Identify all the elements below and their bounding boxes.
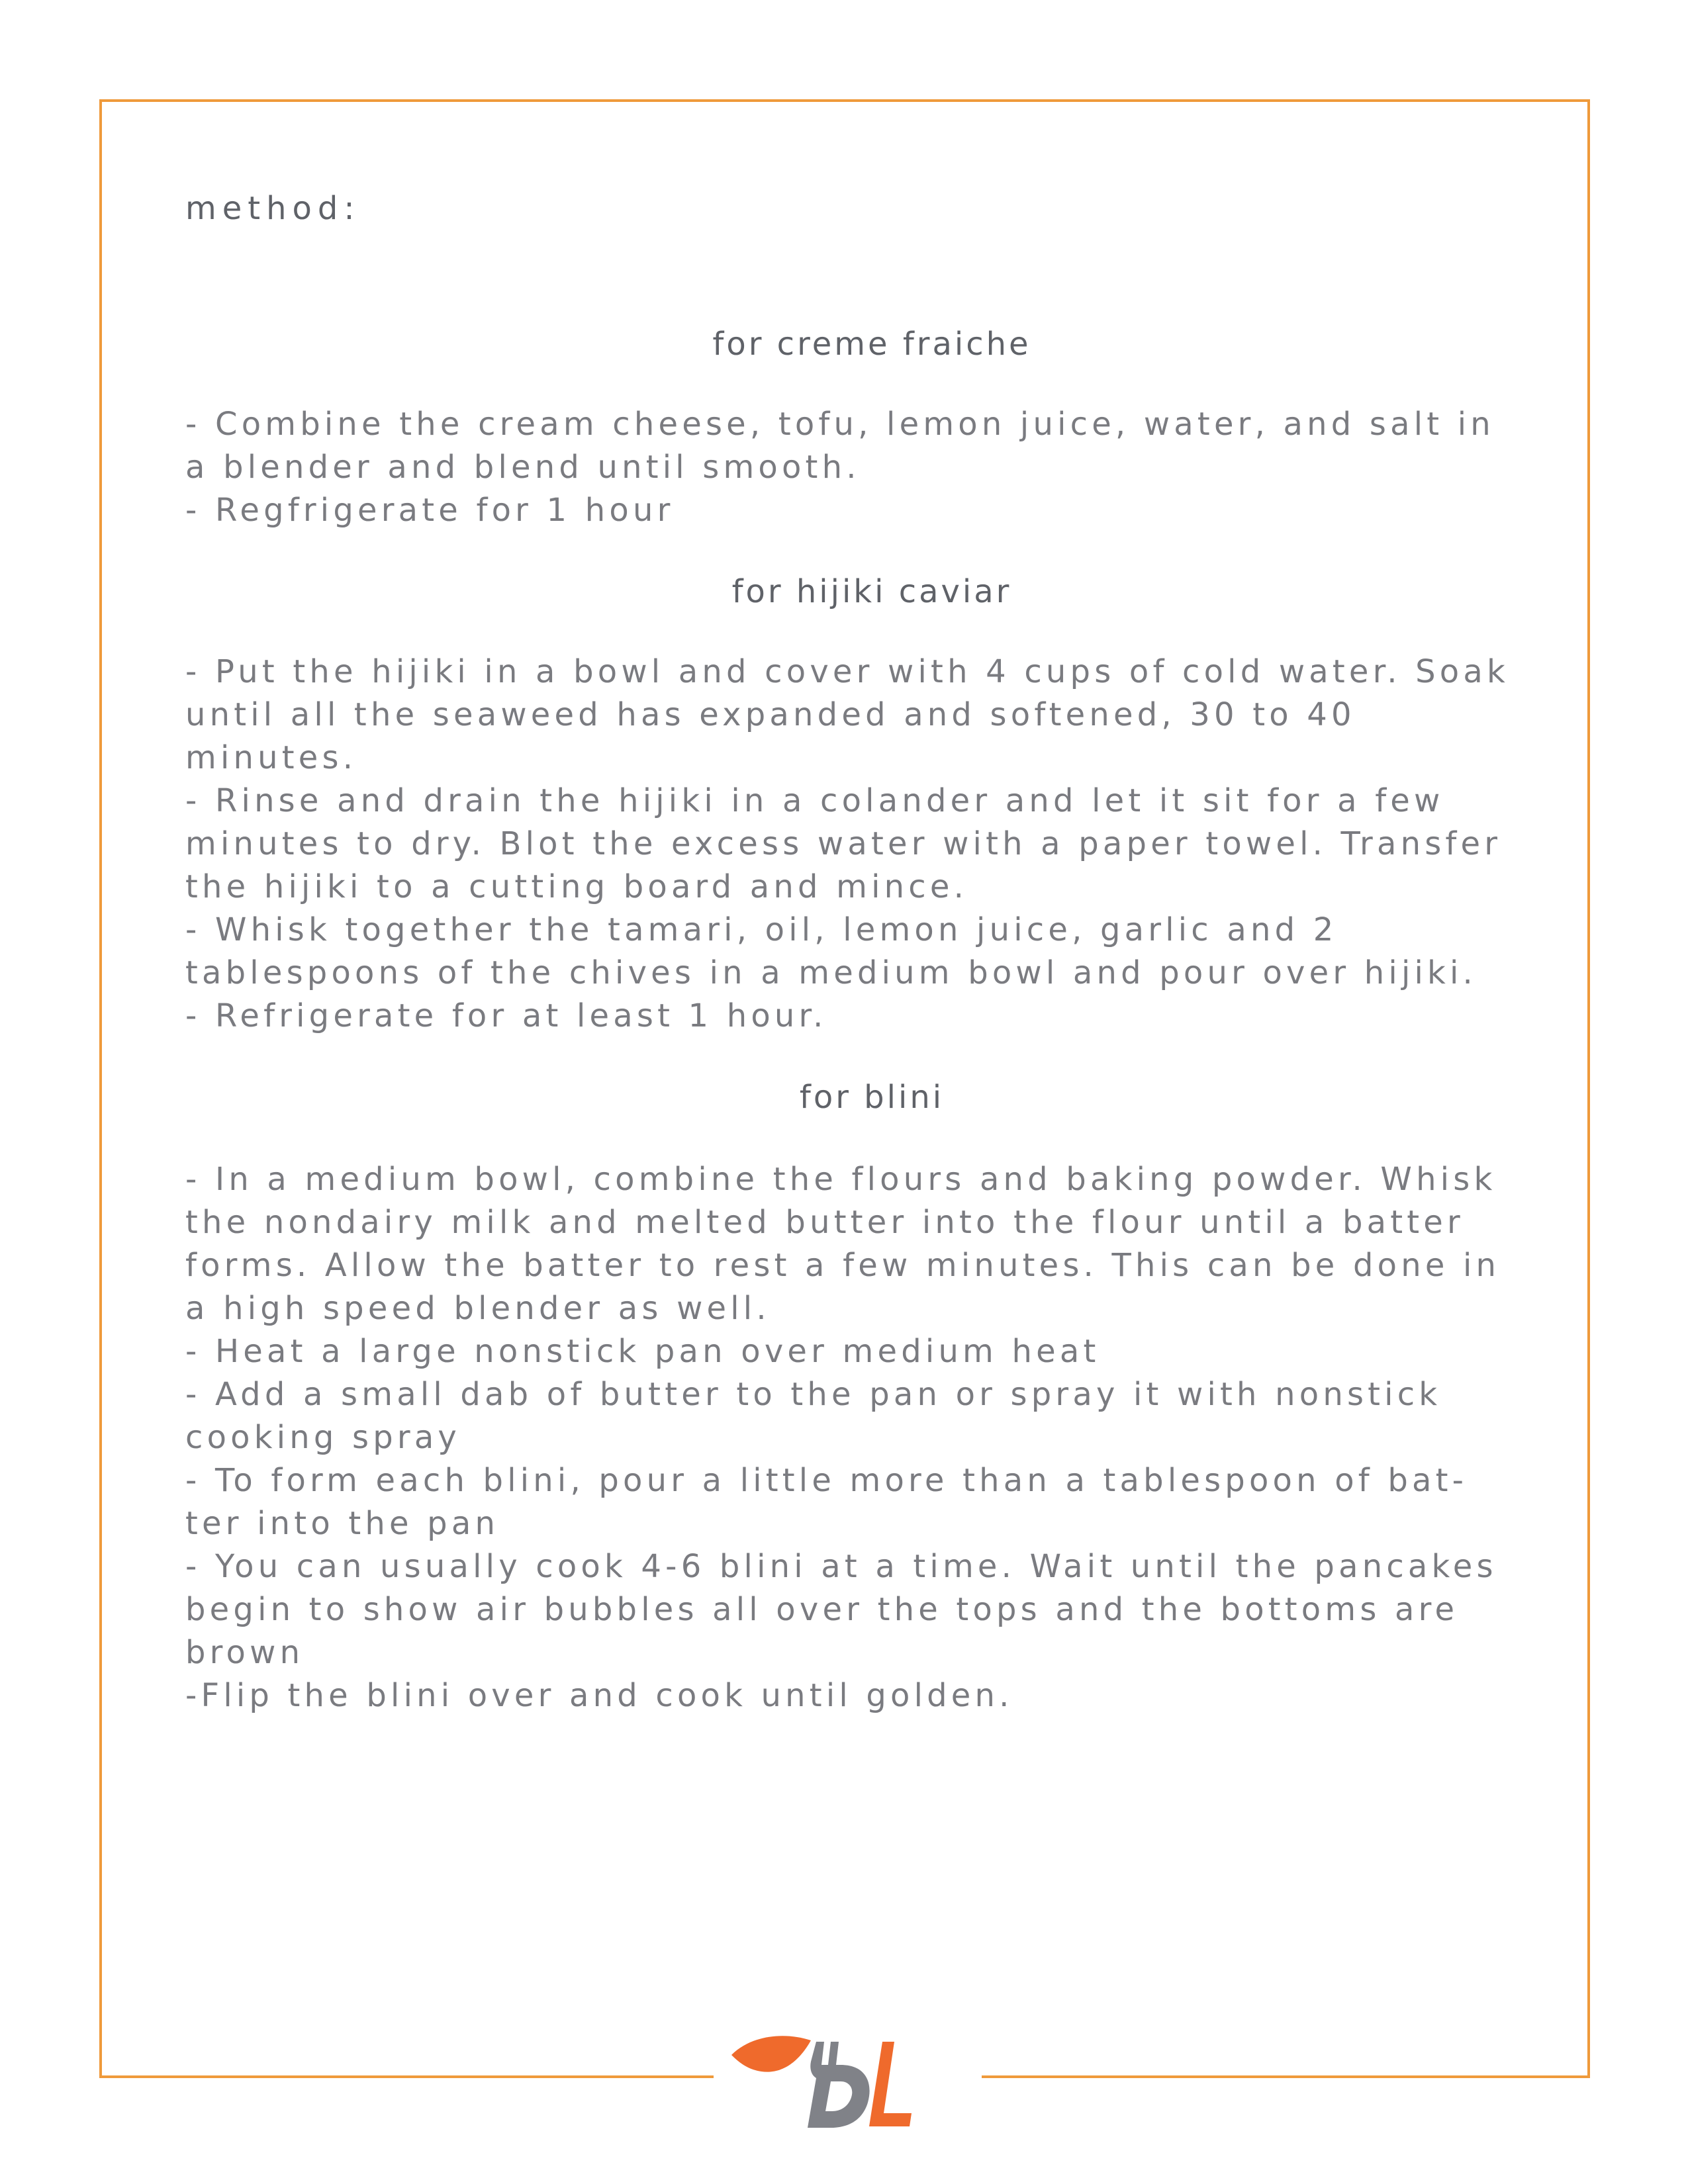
page-border-right bbox=[1587, 99, 1590, 2078]
steps-hijiki-caviar bbox=[185, 651, 1509, 1038]
step-item: - Refrigerate for at least 1 hour. bbox=[185, 997, 827, 1034]
steps-blini bbox=[185, 1158, 1509, 1717]
section-title-blini: for blini bbox=[799, 1079, 945, 1116]
page-border-left bbox=[99, 99, 102, 2078]
leaf-fork-logo-icon bbox=[731, 2028, 930, 2134]
steps-creme-fraiche bbox=[185, 403, 1509, 532]
step-item: - In a medium bowl, combine the flours and baking powder. Whisk the nondairy milk and melted butter into the flour until a batter forms. Allow the batter to rest a few minutes. This can be done in a high speed blender as well. bbox=[185, 1161, 1501, 1327]
step-item: - Rinse and drain the hijiki in a colander and let it sit for a few minutes to dry. Blot the excess water with a paper towel. Transfer the hijiki to a cutting board and mince. bbox=[185, 782, 1502, 905]
page-border-bottom-right bbox=[982, 2075, 1590, 2078]
fork-d-icon bbox=[808, 2042, 870, 2128]
step-item: - Whisk together the tamari, oil, lemon juice, garlic and 2 tablespoons of the chives in a medium bowl and pour over hijiki. bbox=[185, 911, 1477, 991]
recipe-method bbox=[185, 179, 1509, 1717]
leaf-icon bbox=[731, 2036, 811, 2071]
letter-l-icon bbox=[869, 2042, 912, 2126]
step-item: - Put the hijiki in a bowl and cover with 4 cups of cold water. Soak until all the seaweed has expanded and softened, 30 to 40 minutes. bbox=[185, 653, 1509, 776]
step-item: - To form each blini, pour a little more than a tablespoon of bat-ter into the pan bbox=[185, 1462, 1468, 1542]
step-item: - Combine the cream cheese, tofu, lemon juice, water, and salt in a blender and blend until smooth. bbox=[185, 406, 1495, 486]
section-title-creme-fraiche: for creme fraiche bbox=[712, 326, 1031, 363]
page-border-bottom-left bbox=[99, 2075, 714, 2078]
method-heading: method: bbox=[185, 190, 361, 227]
step-item: - You can usually cook 4-6 blini at a time. Wait until the pancakes begin to show air bubbles all over the tops and the bottoms are brown bbox=[185, 1548, 1497, 1671]
step-item: -Flip the blini over and cook until golden. bbox=[185, 1677, 1013, 1714]
section-title-hijiki-caviar: for hijiki caviar bbox=[731, 573, 1012, 610]
page-border-top bbox=[99, 99, 1590, 102]
step-item: - Regfrigerate for 1 hour bbox=[185, 492, 675, 529]
step-item: - Heat a large nonstick pan over medium heat bbox=[185, 1333, 1100, 1370]
brand-logo bbox=[731, 2028, 930, 2134]
step-item: - Add a small dab of butter to the pan or spray it with nonstick cooking spray bbox=[185, 1376, 1442, 1456]
